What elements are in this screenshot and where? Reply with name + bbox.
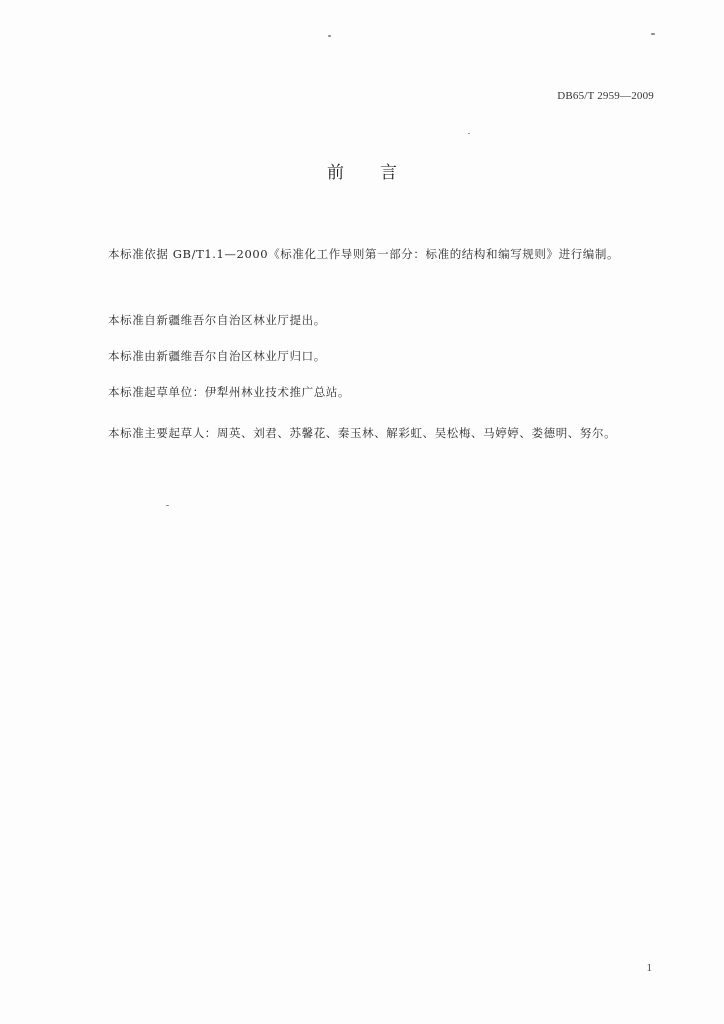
page-number: 1	[646, 962, 652, 974]
scan-speck	[651, 33, 655, 35]
foreword-paragraph: 本标准由新疆维吾尔自治区林业厅归口。	[108, 349, 326, 363]
foreword-paragraph: 本标准依据 GB/T1.1—2000《标准化工作导则第一部分：标准的结构和编写规则》进行编制。	[108, 247, 620, 261]
scan-speck	[468, 133, 470, 134]
scan-speck	[328, 35, 331, 37]
foreword-paragraph: 本标准自新疆维吾尔自治区林业厅提出。	[108, 313, 326, 327]
foreword-paragraph: 本标准主要起草人：周英、刘君、苏馨花、秦玉林、解彩虹、吴松梅、马婷婷、娄德明、努尔。	[108, 426, 617, 440]
page-title: 前言	[327, 163, 433, 183]
document-code: DB65/T 2959—2009	[557, 90, 654, 102]
scan-speck	[166, 505, 169, 506]
foreword-paragraph: 本标准起草单位：伊犁州林业技术推广总站。	[108, 385, 350, 399]
